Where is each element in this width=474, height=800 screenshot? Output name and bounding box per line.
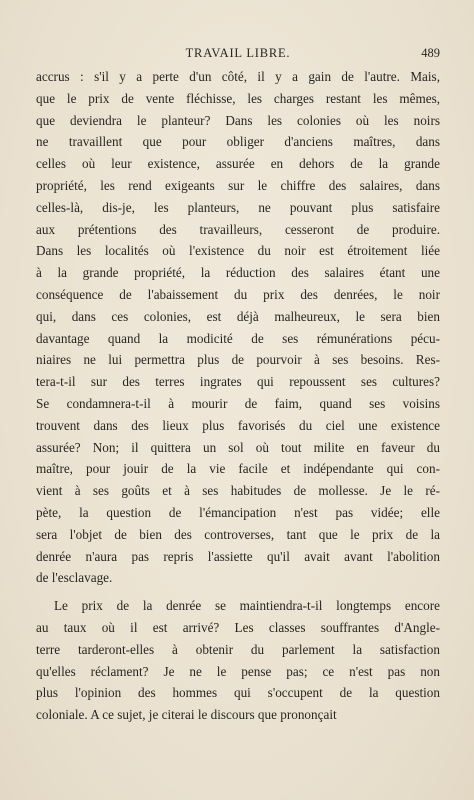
- paragraph-1: [36, 66, 440, 589]
- page-number: 489: [421, 46, 440, 60]
- paragraph-2: [36, 595, 440, 726]
- text-line: qu'elles réclament? Je ne le pense pas; ce n'est pas non: [36, 663, 440, 679]
- text-line: sera l'objet de bien des controverses, tant que le prix de la: [36, 526, 440, 542]
- text-line: propriété, les rend exigeants sur le chiffre des salaires, dans: [36, 177, 440, 193]
- text-line: terre tarderont-elles à obtenir du parlement la satisfaction: [36, 641, 440, 657]
- text-line: accrus : s'il y a perte d'un côté, il y a gain de l'autre. Mais,: [36, 69, 440, 84]
- text-line: que deviendra le planteur? Dans les colonies où les noirs: [36, 112, 440, 128]
- text-line: tera-t-il sur des terres ingrates qui repoussent ses cultures?: [36, 374, 440, 390]
- text-line: conséquence de l'abaissement du prix des denrées, le noir: [36, 286, 440, 302]
- text-line: aux prétentions des travailleurs, cesseront de produire.: [36, 221, 440, 237]
- text-line: qui, dans ces colonies, est déjà malheureux, le sera bien: [36, 308, 440, 324]
- text-line: Dans les localités où l'existence du noir est étroitement liée: [36, 243, 440, 259]
- text-line: de l'esclavage.: [36, 570, 113, 586]
- text-line: niaires ne lui permettra plus de pourvoir à ses besoins. Res-: [36, 352, 440, 368]
- text-line: maître, pour jouir de la vie facile et indépendante qui con-: [36, 461, 440, 477]
- text-line: Se condamnera-t-il à mourir de faim, quand ses voisins: [36, 395, 440, 411]
- text-line: Le prix de la denrée se maintiendra-t-il longtemps encore: [54, 598, 440, 614]
- text-line: denrée n'aura pas repris l'assiette qu'il avait avant l'abolition: [36, 548, 440, 564]
- body-text: [36, 66, 440, 726]
- running-title: TRAVAIL LIBRE.: [185, 46, 291, 60]
- text-line: au taux où il est arrivé? Les classes souffrantes d'Angle-: [36, 619, 440, 635]
- text-line: à la grande propriété, la réduction des salaires étant une: [36, 265, 440, 281]
- text-line: ne travaillent que pour obliger d'anciens maîtres, dans: [36, 134, 440, 150]
- page-header: [36, 46, 440, 64]
- text-line: celles-là, dis-je, les planteurs, ne pouvant plus satisfaire: [36, 199, 440, 215]
- text-line: pète, la question de l'émancipation n'est pas vidée; elle: [36, 504, 440, 520]
- text-line: coloniale. A ce sujet, je citerai le discours que prononçait: [36, 707, 337, 723]
- text-line: trouvent dans des lieux plus favorisés du ciel une existence: [36, 417, 440, 433]
- text-line: davantage quand la modicité de ses rémunérations pécu-: [36, 330, 440, 346]
- text-line: assurée? Non; il quittera un sol où tout milite en faveur du: [36, 439, 440, 455]
- text-line: plus l'opinion des hommes qui s'occupent de la question: [36, 685, 440, 701]
- text-line: que le prix de vente fléchisse, les charges restant les mêmes,: [36, 90, 440, 106]
- text-line: vient à ses goûts et à ses habitudes de mollesse. Je le ré-: [36, 483, 440, 499]
- text-line: celles où leur existence, assurée en dehors de la grande: [36, 156, 440, 172]
